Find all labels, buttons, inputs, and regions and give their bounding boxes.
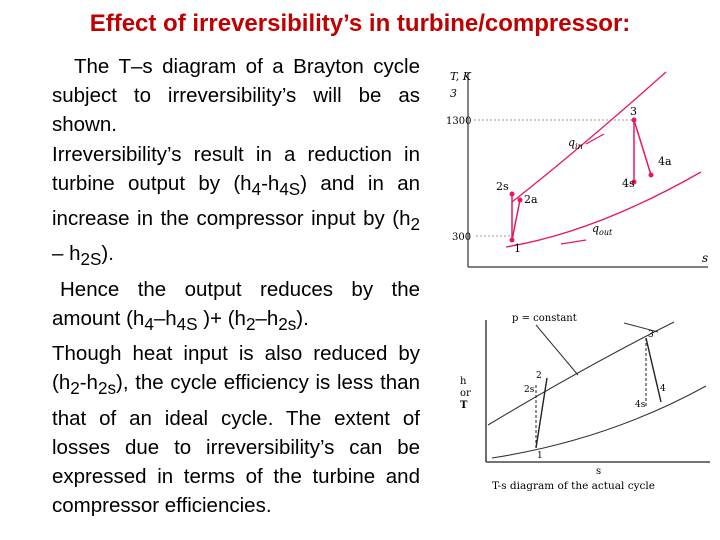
actual-compression-line bbox=[512, 200, 520, 240]
y-axis-label: T, K bbox=[450, 70, 471, 83]
tick-1300: 1300 bbox=[446, 116, 472, 127]
label-state-1: 1 bbox=[537, 451, 543, 461]
paragraph-output-reduction: Hence the output reduces by the amount ($h_4-h_{4S}$ )+ $(h_2-h_{2s})$. bbox=[52, 277, 420, 334]
label-state-2s: 2s bbox=[524, 385, 535, 395]
x-axis-label: s bbox=[596, 466, 602, 477]
paragraph-tsdiagram: The T–s diagram of a Brayton cycle subject to irreversibility’s will be as shown. bbox=[52, 55, 420, 137]
y-axis-label-unit: 3 bbox=[450, 87, 457, 100]
state-point-3 bbox=[632, 118, 637, 123]
actual-compression-line bbox=[536, 378, 547, 448]
actual-cycle-svg bbox=[448, 290, 718, 530]
pressure-label: p = constant bbox=[512, 313, 577, 324]
label-state-4: 4 bbox=[660, 384, 666, 394]
actual-cycle-ts-diagram bbox=[448, 290, 718, 530]
high-pressure-curve bbox=[512, 72, 666, 202]
brayton-ts-diagram bbox=[446, 62, 711, 277]
label-state-4s: 4s bbox=[635, 400, 646, 410]
figure-caption: T-s diagram of the actual cycle bbox=[492, 480, 655, 492]
x-axis-label: s bbox=[702, 251, 709, 265]
label-state-4s: 4s bbox=[622, 177, 635, 190]
q-out-arrow bbox=[561, 240, 586, 244]
pressure-pointer-line bbox=[536, 325, 578, 375]
slide-title: Effect of irreversibility’s in turbine/compressor: bbox=[89, 10, 631, 37]
low-pressure-curve bbox=[492, 386, 706, 458]
y-axis-label-or: or bbox=[460, 388, 471, 399]
paragraph-efficiency: Though heat input is also reduced by $(h_2-h_{2s})$, the cycle efficiency is less than that of an ideal cycle. The extent of losses due to irreversibility’s can be expressed in terms of the turbine and compressor efficiencies. bbox=[52, 342, 420, 518]
label-q-out: $q_{out}$ bbox=[592, 222, 613, 237]
state-point-2s bbox=[510, 192, 515, 197]
label-state-2a: 2a bbox=[524, 193, 538, 206]
state-point-4a bbox=[649, 173, 654, 178]
label-state-2s: 2s bbox=[496, 180, 509, 193]
label-state-3: 3 bbox=[630, 105, 637, 118]
body-text bbox=[52, 52, 420, 521]
label-state-4a: 4a bbox=[658, 155, 672, 168]
label-state-3: 3 bbox=[648, 330, 654, 340]
label-state-2: 2 bbox=[536, 371, 542, 381]
y-axis-label-T: T bbox=[460, 400, 468, 411]
tick-300: 300 bbox=[452, 232, 472, 243]
label-state-1: 1 bbox=[514, 242, 521, 255]
brayton-ts-svg bbox=[446, 62, 711, 277]
actual-expansion-line bbox=[646, 338, 661, 402]
paragraph-irreversibility: Irreversibility’s result in a reduction in turbine output by $(h_4-h_{4S})$ and in an increase in the compressor input by $(h_2 - h_{2S})$. bbox=[52, 142, 420, 270]
state-point-2a bbox=[518, 198, 523, 203]
label-q-in: $q_{in}$ bbox=[568, 136, 583, 151]
y-axis-label-h: h bbox=[460, 376, 467, 387]
actual-expansion-line bbox=[634, 120, 651, 175]
